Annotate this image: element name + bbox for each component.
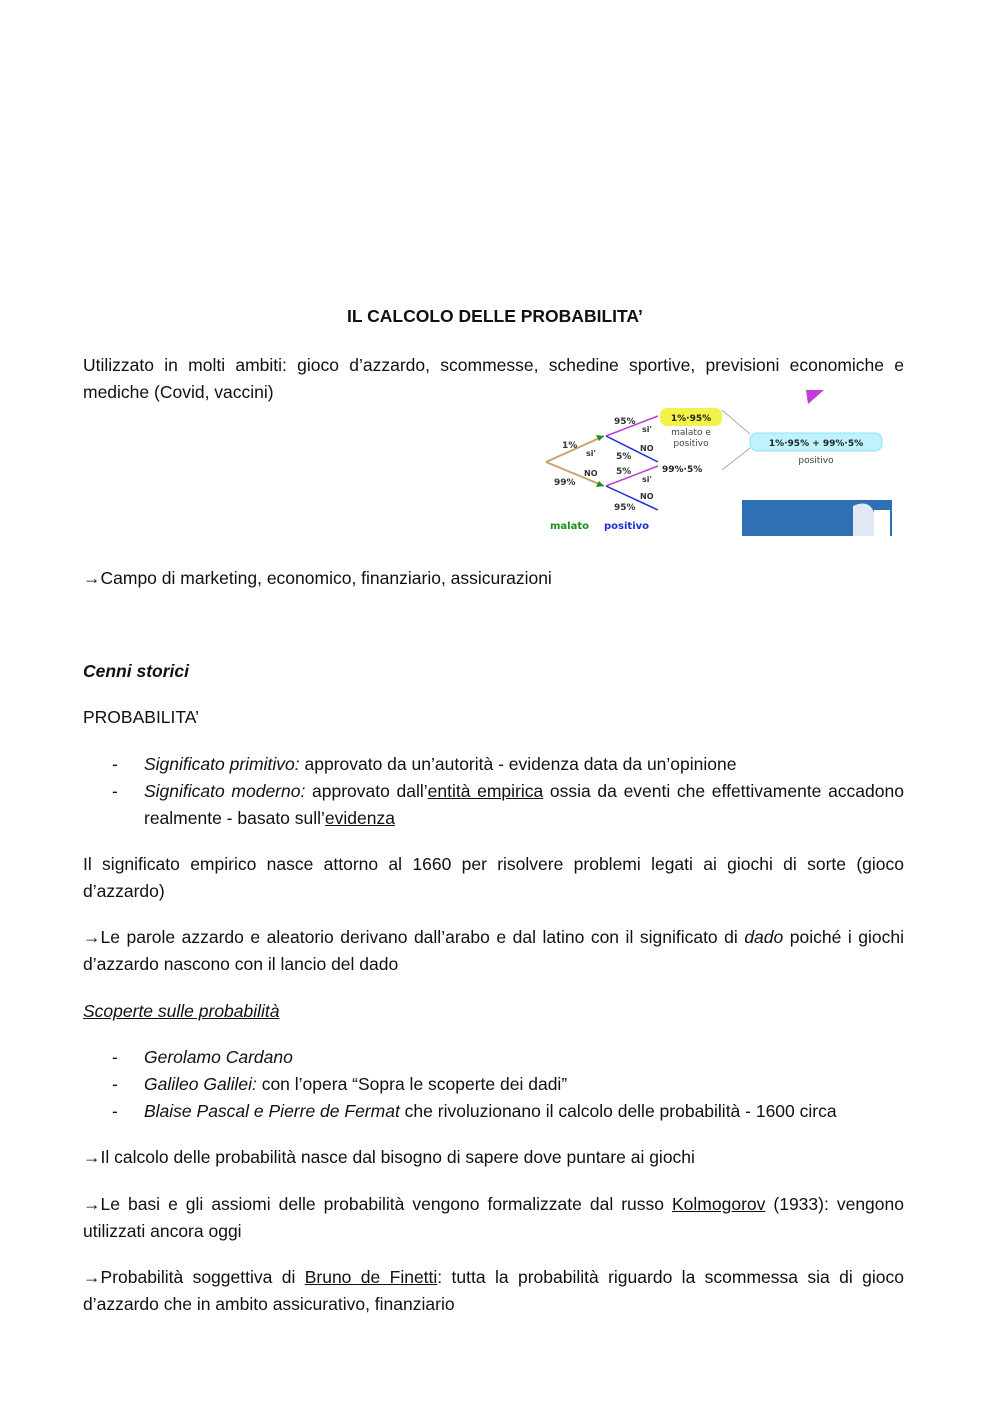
meaning-text: ossia da eventi che effettivamente accadono realmente - basato sull’ — [144, 781, 904, 828]
page-title: IL CALCOLO DELLE PROBABILITA’ — [347, 306, 643, 326]
heading-probabilita: PROBABILITA’ — [83, 707, 200, 727]
meaning-link-evidenza: evidenza — [324, 808, 395, 828]
discoveries-list — [112, 1044, 904, 1125]
bullet-dash: - — [112, 1101, 118, 1121]
text-emphasis: dado — [744, 927, 784, 947]
probability-tree-figure — [538, 386, 894, 538]
meaning-label: Significato moderno: — [144, 781, 306, 801]
magenta-shape — [806, 390, 824, 404]
meaning-text: approvato da un’autorità - evidenza data da un’opinione — [299, 754, 737, 774]
box-sick-pos-text: 1%·95% — [670, 414, 712, 424]
list-item — [112, 1071, 904, 1098]
blue-image-notch — [874, 510, 890, 536]
paragraph-kolmogorov — [83, 1191, 904, 1245]
label-total: positivo — [798, 456, 834, 466]
bullet-dash: - — [112, 1047, 118, 1067]
connector-bottom — [722, 448, 750, 470]
label-p-healthy: 99% — [554, 478, 576, 488]
label-no-1: NO — [584, 469, 598, 478]
text-part: poiché i giochi d’azzardo nascono con il lancio del dado — [83, 927, 904, 974]
text-part: : tutta la probabilità riguardo la scommessa sia di gioco d’azzardo che in ambito assicurativo, finanziario — [83, 1267, 904, 1314]
label-si-1: si' — [586, 449, 596, 458]
meanings-list — [112, 751, 904, 832]
discovery-name: Galileo Galilei: — [144, 1074, 257, 1094]
discovery-text: che rivoluzionano il calcolo delle probabilità - 1600 circa — [399, 1101, 837, 1121]
paragraph-empirico: Il significato empirico nasce attorno al 1660 per risolvere problemi legati ai giochi di sorte (gioco d’azzardo) — [83, 854, 904, 901]
section-cenni-storici: Cenni storici — [83, 661, 189, 681]
label-sick-pos-2: positivo — [673, 439, 709, 449]
label-malato: malato — [550, 521, 589, 532]
list-item — [112, 751, 904, 778]
list-item — [112, 1098, 904, 1125]
link-kolmogorov: Kolmogorov — [672, 1194, 766, 1214]
blue-image-detail — [853, 504, 875, 536]
list-item — [112, 778, 904, 832]
label-p-pos-healthy: 5% — [616, 467, 632, 477]
label-si-3: si' — [642, 475, 652, 484]
meaning-text: approvato dall’ — [305, 781, 428, 801]
label-si-2: si' — [642, 425, 652, 434]
label-no-3: NO — [640, 492, 654, 501]
paragraph-giochi: →Il calcolo delle probabilità nasce dal bisogno di sapere dove puntare ai giochi — [83, 1147, 695, 1167]
text-part: →Le basi e gli assiomi delle probabilità vengono formalizzate dal russo — [83, 1194, 672, 1214]
section-scoperte: Scoperte sulle probabilità — [83, 1001, 280, 1021]
discovery-text: con l’opera “Sopra le scoperte dei dadi” — [256, 1074, 568, 1094]
meaning-label: Significato primitivo: — [144, 754, 300, 774]
paragraph-azzardo — [83, 924, 904, 978]
link-de-finetti: Bruno de Finetti — [304, 1267, 438, 1287]
connector-top — [722, 410, 750, 434]
label-p-neg-sick: 5% — [616, 452, 632, 462]
label-p-neg-healthy: 95% — [614, 503, 636, 513]
discovery-name: Blaise Pascal e Pierre de Fermat — [144, 1101, 400, 1121]
paragraph-de-finetti — [83, 1264, 904, 1318]
discovery-name: Gerolamo Cardano — [144, 1047, 293, 1067]
label-healthy-pos: 99%·5% — [662, 465, 703, 475]
label-positivo: positivo — [604, 521, 650, 532]
label-p-pos-sick: 95% — [614, 417, 636, 427]
label-p-sick: 1% — [562, 441, 578, 451]
list-item — [112, 1044, 904, 1071]
text-part: (1933): vengono utilizzati ancora oggi — [83, 1194, 904, 1241]
bullet-dash: - — [112, 754, 118, 774]
bullet-dash: - — [112, 1074, 118, 1094]
meaning-link-entita: entità empirica — [427, 781, 544, 801]
box-total-text: 1%·95% + 99%·5% — [768, 439, 864, 449]
marketing-line: →Campo di marketing, economico, finanziario, assicurazioni — [83, 568, 552, 588]
label-no-2: NO — [640, 444, 654, 453]
text-part: →Le parole azzardo e aleatorio derivano dall’arabo e dal latino con il significato di — [83, 927, 745, 947]
bullet-dash: - — [112, 781, 118, 801]
text-part: →Probabilità soggettiva di — [83, 1267, 305, 1287]
label-sick-pos-1: malato e — [671, 428, 711, 438]
intro-paragraph: Utilizzato in molti ambiti: gioco d’azzardo, scommesse, schedine sportive, previsioni economiche e mediche (Covid, vaccini) — [83, 355, 904, 402]
